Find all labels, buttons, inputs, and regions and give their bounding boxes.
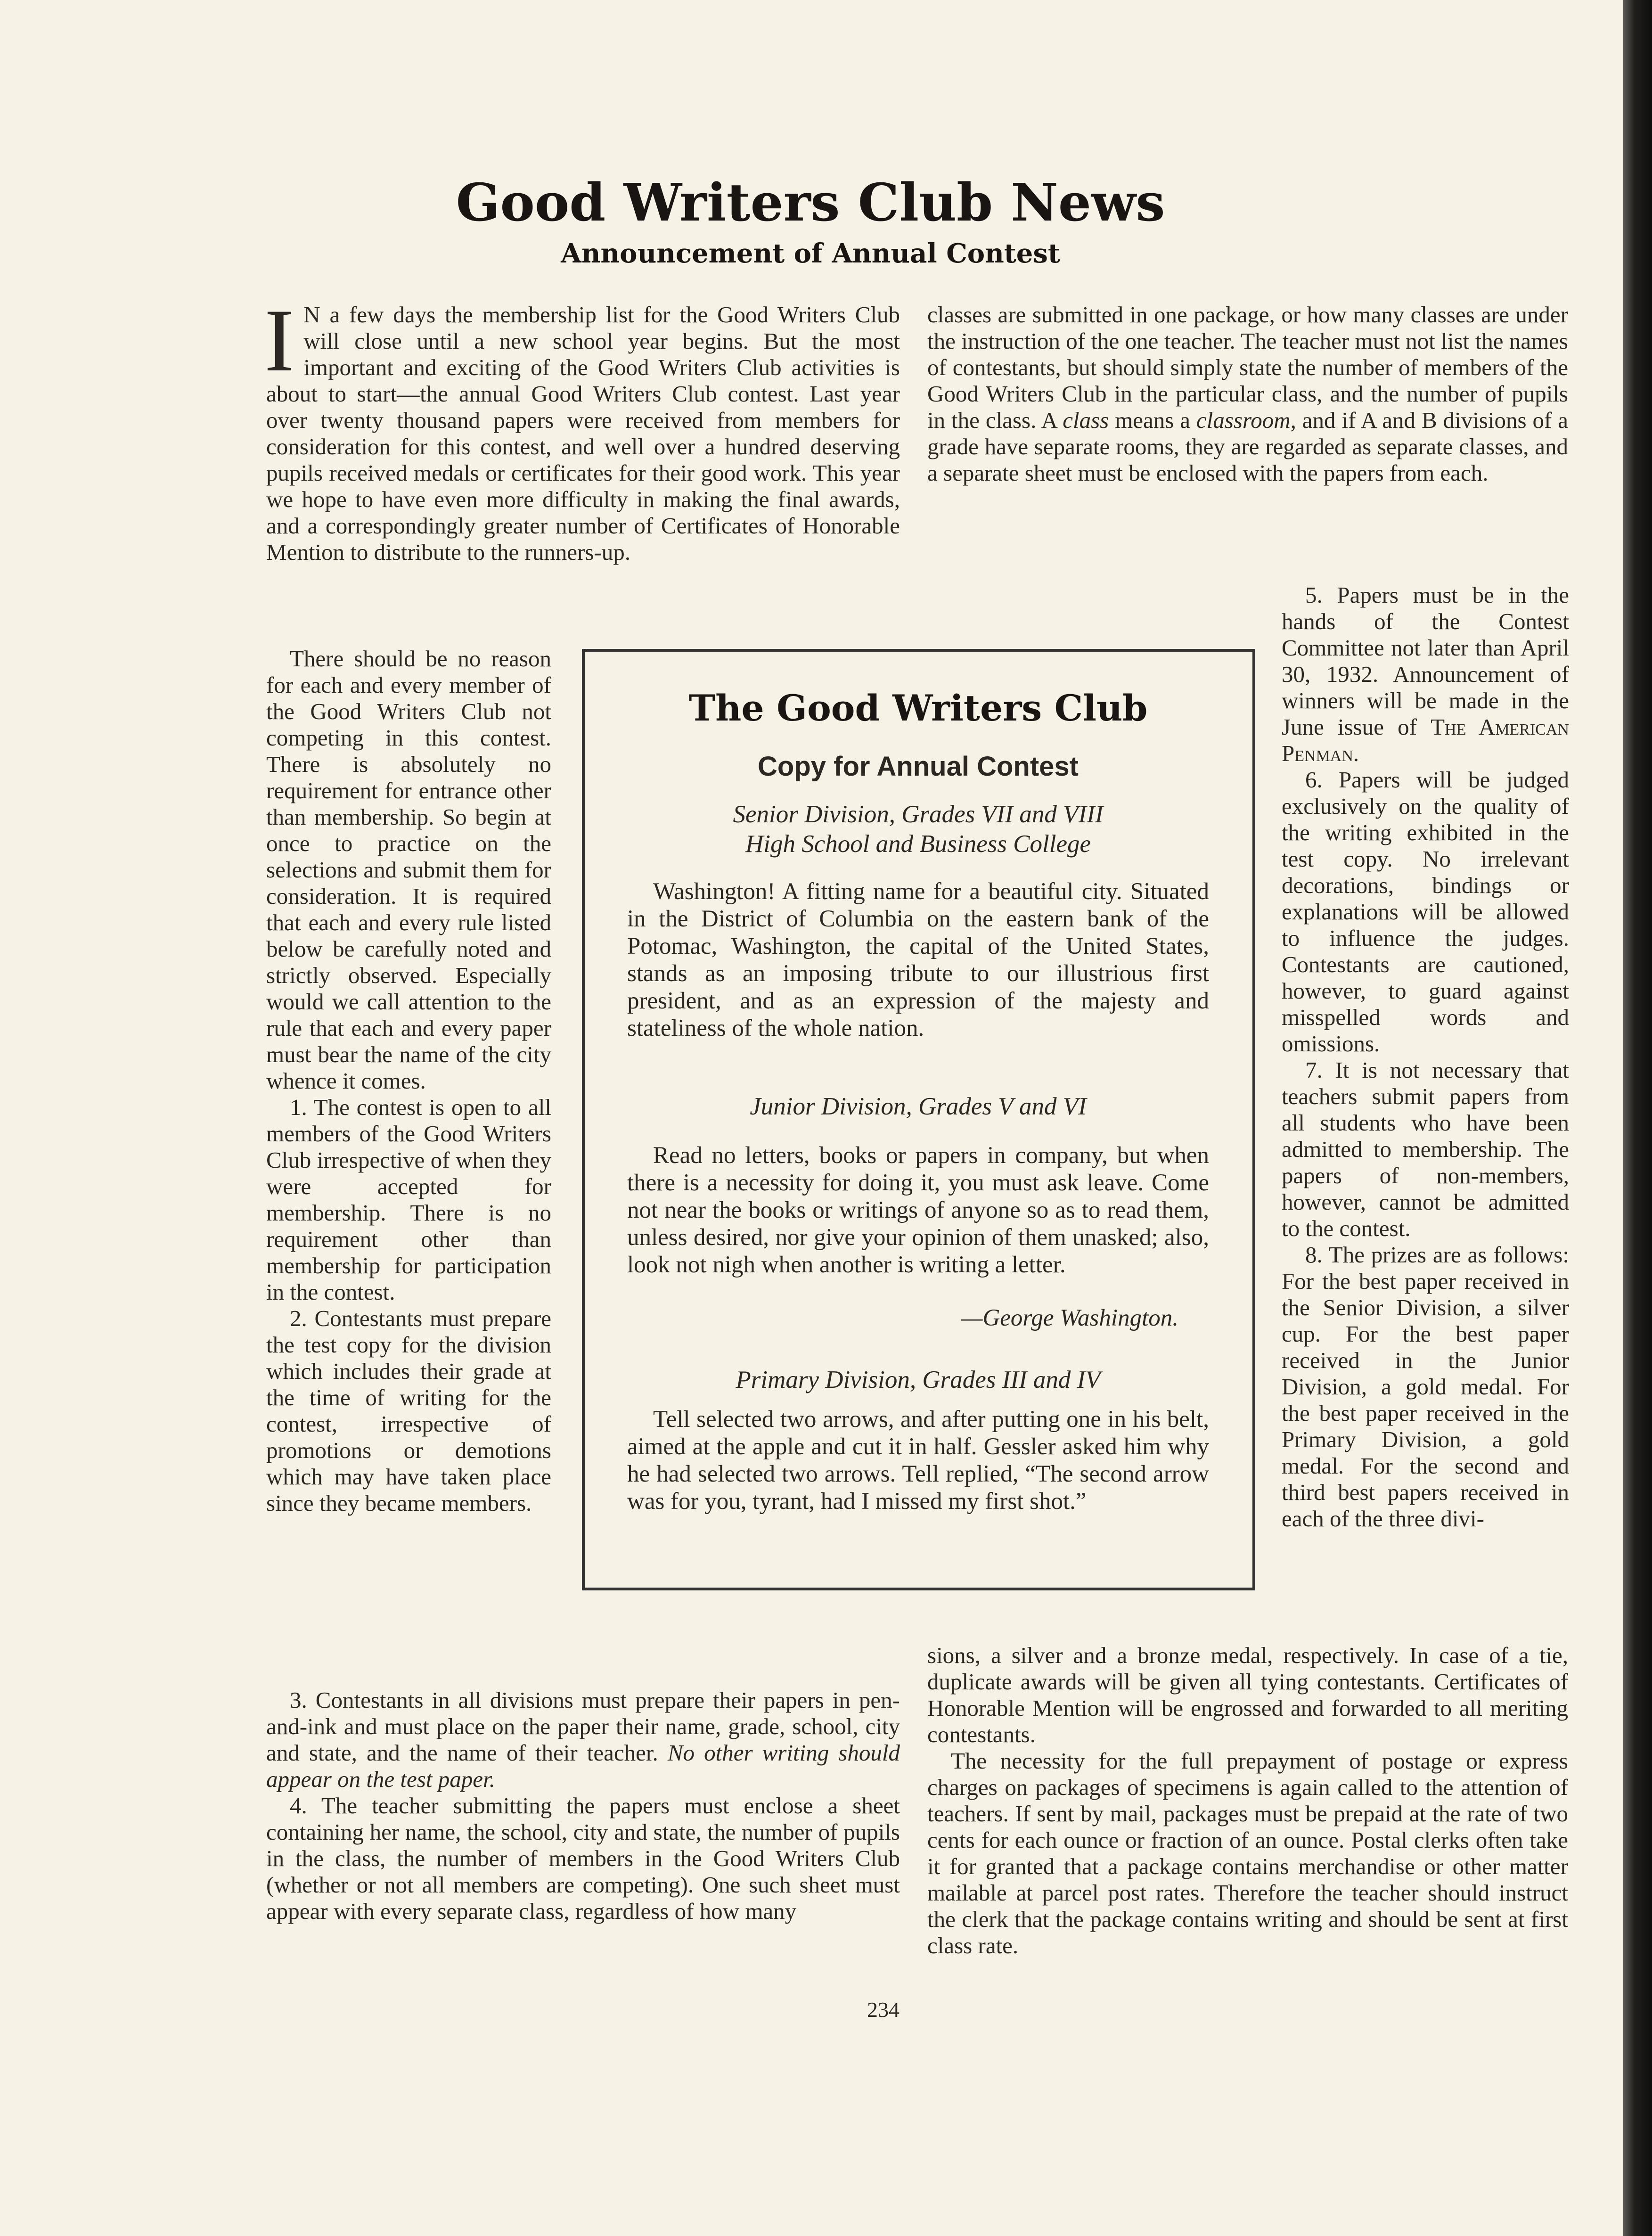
rule-8: 8. The prizes are as follows: For the best paper received in the Senior Division, a silver cup. For the best paper received in the Junior Division, a gold medal. For the best paper received in the Primary Division, a gold medal. For the second and third best papers received in each of the three divi- bbox=[1282, 1242, 1569, 1532]
rule-6: 6. Papers will be judged exclusively on the quality of the writing exhibited in the test copy. No irrelevant decorations, bindings or explanations will be allowed to influence the judges. Contestants are cautioned, however, to guard against misspelled words and omissions. bbox=[1282, 767, 1569, 1057]
right-narrow-column bbox=[1282, 582, 1569, 1532]
intro-paragraph: I N a few days the membership list for the Good Writers Club will close until a new school year begins. But the most important and exciting of the Good Writers Club activities is about to start—the annual Good Writers Club contest. Last year over twenty thousand papers were received from members for consideration for this contest, and well over a hundred deserving pupils received medals or certificates for their good work. This year we hope to have even more difficulty in making the final awards, and a correspondingly greater number of Certificates of Honorable Mention to distribute to the runners-up. bbox=[264, 291, 900, 565]
junior-division-title: Junior Division, Grades V and VI bbox=[750, 1093, 1087, 1120]
rule-7: 7. It is not necessary that teachers submit papers from all students who have been admitted to membership. The papers of non-members, however, cannot be admitted to the contest. bbox=[1282, 1057, 1569, 1241]
paragraph-no-requirement: There should be no reason for each and every member of the Good Writers Club not competing in this contest. There is absolutely no requirement for entrance other than membership. So begin at once to practice on the selections and submit them for consideration. It is required that each and every rule listed below be carefully noted and strictly observed. Especially would we call attention to the rule that each and every paper must bear the name of the city whence it comes. bbox=[266, 646, 551, 1094]
page-title: Good Writers Club News bbox=[456, 172, 1165, 233]
senior-copy-text: Washington! A fitting name for a beautiful city. Situated in the District of Columbia on the eastern bank of the Potomac, Washington, the capital of the United States, stands as an imposing tribute to our illustrious first president, and as an expression of the majesty and stateliness of the whole nation. bbox=[627, 878, 1209, 1041]
primary-division-title: Primary Division, Grades III and IV bbox=[736, 1366, 1101, 1393]
rule-5: 5. Papers must be in the hands of the Contest Committee not later than April 30, 1932. Announcement of winners will be made in the June issue of The American Penman. bbox=[1282, 582, 1569, 766]
primary-copy-text: Tell selected two arrows, and after putting one in his belt, aimed at the apple and cut it in half. Gessler asked him why he had selected two arrows. Tell replied, “The second arrow was for you, tyrant, had I missed my first shot.” bbox=[627, 1406, 1209, 1515]
rule-4-continued: classes are submitted in one package, or how many classes are under the instruction of the one teacher. The teacher must not list the names of contestants, but should simply state the number of members of the Good Writers Club in the particular class, and the number of pupils in the class. A class means a classroom, and if A and B divisions of a grade have separate rooms, they are regarded as separate classes, and a separate sheet must be enclosed with the papers from each. bbox=[927, 302, 1568, 486]
box-copy-title: Copy for Annual Contest bbox=[758, 751, 1079, 782]
page-subtitle: Announcement of Annual Contest bbox=[561, 238, 1060, 269]
right-bottom-column bbox=[927, 1642, 1568, 1959]
book-gutter bbox=[1623, 0, 1652, 2236]
rule-2: 2. Contestants must prepare the test copy for the division which includes their grade at the time of writing for the contest, irrespective of promotions or demotions which may have taken place since they became members. bbox=[266, 1305, 551, 1516]
drop-cap: I bbox=[264, 291, 294, 390]
right-top-column bbox=[927, 302, 1568, 486]
rule-3: 3. Contestants in all divisions must prepare their papers in pen-and-ink and must place on the paper their name, grade, school, city and state, and the name of their teacher. No other writing should appear on the test paper. bbox=[266, 1687, 900, 1792]
box-club-title: The Good Writers Club bbox=[688, 687, 1148, 729]
rule-4-start: 4. The teacher submitting the papers must enclose a sheet containing her name, the school, city and state, the number of pupils in the class, the number of members in the Good Writers Club (whether or not all members are competing). One such sheet must appear with every separate class, regardless of how many bbox=[266, 1793, 900, 1924]
senior-division-subtitle: High School and Business College bbox=[745, 830, 1091, 858]
senior-division-title: Senior Division, Grades VII and VIII bbox=[733, 801, 1104, 828]
junior-attribution: —George Washington. bbox=[961, 1305, 1178, 1331]
left-bottom-column bbox=[266, 1687, 900, 1925]
page-number: 234 bbox=[867, 1998, 900, 2022]
junior-copy-text: Read no letters, books or papers in company, but when there is a necessity for doing it, you must ask leave. Come not near the books or writings of anyone so as to read them, unless desired, nor give your opinion of them unasked; also, look not nigh when another is writing a letter. bbox=[627, 1142, 1209, 1278]
left-narrow-column bbox=[266, 646, 551, 1516]
postage-note: The necessity for the full prepayment of postage or express charges on packages of specimens is again called to the attention of teachers. If sent by mail, packages must be prepaid at the rate of two cents for each ounce or fraction of an ounce. Postal clerks often take it for granted that a package contains merchandise or other matter mailable at parcel post rates. Therefore the teacher should instruct the clerk that the package contains writing and should be sent at first class rate. bbox=[927, 1748, 1568, 1958]
rule-8-continued: sions, a silver and a bronze medal, respectively. In case of a tie, duplicate awards will be given all tying contestants. Certificates of Honorable Mention will be engrossed and forwarded to all meriting contestants. bbox=[927, 1642, 1568, 1747]
rule-1: 1. The contest is open to all members of the Good Writers Club irrespective of when they were accepted for membership. There is no requirement other than membership for participation in the contest. bbox=[266, 1094, 551, 1305]
contest-copy-box bbox=[582, 649, 1255, 1590]
